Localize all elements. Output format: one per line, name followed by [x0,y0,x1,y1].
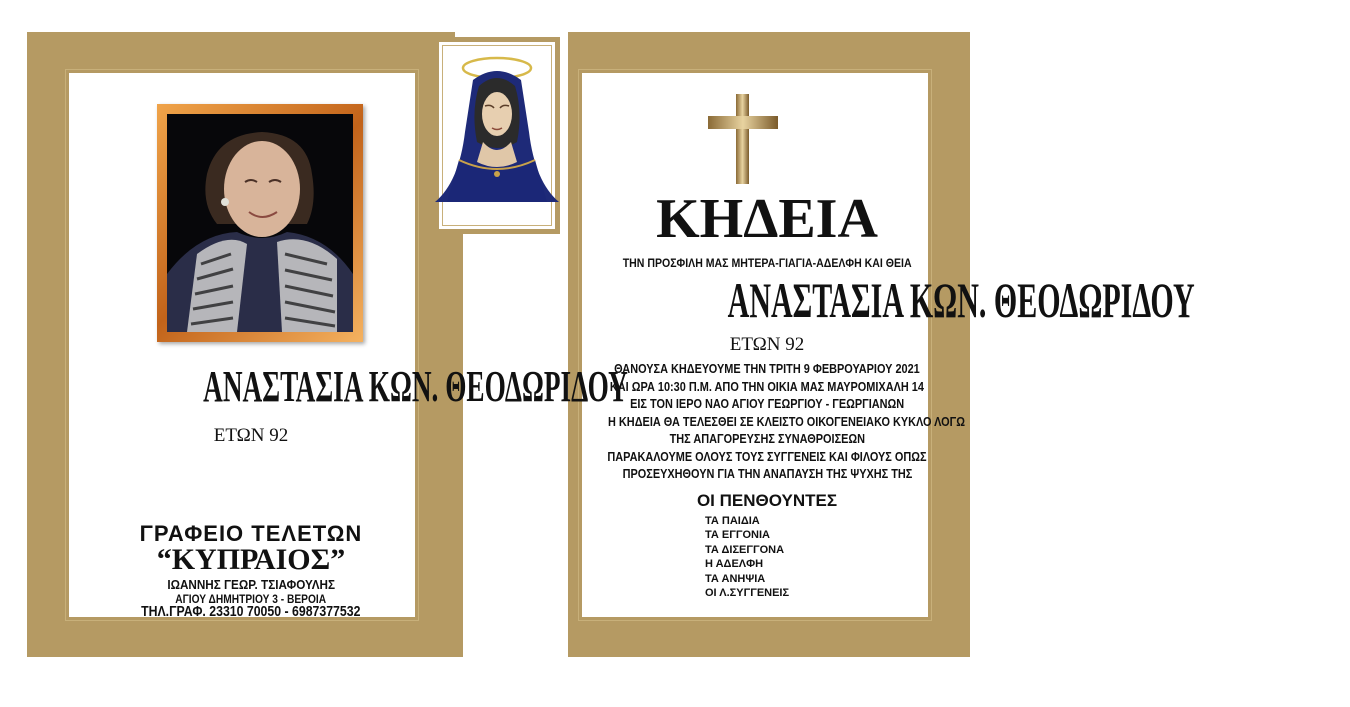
mourner-item: ΤΑ ΔΙΣΕΓΓΟΝΑ [705,543,785,556]
mourners-list [705,514,905,600]
center-icon-frame [434,37,560,234]
center-gap [532,234,540,657]
right-name: ΑΝΑΣΤΑΣΙΑ ΚΩΝ. ΘΕΟΔΩΡΙΔΟΥ [727,272,1195,328]
office-title: ΓΡΑΦΕΙΟ ΤΕΛΕΤΩΝ [139,521,363,546]
intro-line: ΤΗΝ ΠΡΟΣΦΙΛΗ ΜΑΣ ΜΗΤΕΡΑ-ΓΙΑΓΙΑ-ΑΔΕΛΦΗ ΚΑΙ ΘΕΙΑ [622,256,912,270]
portrait-photo [167,114,353,332]
portrait-frame [157,104,363,342]
announcement-line: Η ΚΗΔΕΙΑ ΘΑ ΤΕΛΕΣΘΕΙ ΣΕ ΚΛΕΙΣΤΟ ΟΙΚΟΓΕΝΕΙΑΚΟ ΚΥΚΛΟ ΛΟΓΩ [607,413,965,429]
office-phones: ΤΗΛ.ΓΡΑΦ. 23310 70050 - 6987377532 [141,603,361,620]
right-age: ΕΤΩΝ 92 [729,334,805,355]
left-name: ΑΝΑΣΤΑΣΙΑ ΚΩΝ. ΘΕΟΔΩΡΙΔΟΥ [203,362,628,411]
funeral-heading: ΚΗΔΕΙΑ [656,188,878,250]
mourners-title: ΟΙ ΠΕΝΘΟΥΝΤΕΣ [696,491,838,510]
mourner-item: ΟΙ Λ.ΣΥΓΓΕΝΕΙΣ [705,587,790,600]
mourner-item: ΤΑ ΠΑΙΔΙΑ [705,515,760,527]
office-owner: ΙΩΑΝΝΗΣ ΓΕΩΡ. ΤΣΙΑΦΟΥΛΗΣ [167,577,335,592]
mourner-item: Η ΑΔΕΛΦΗ [705,558,764,571]
announcement-body [574,360,965,483]
madonna-icon [439,42,555,229]
announcement-line: ΠΡΟΣΕΥΧΗΘΟΥΝ ΓΙΑ ΤΗΝ ΑΝΑΠΑΥΣΗ ΤΗΣ ΨΥΧΗΣ ΤΗΣ [622,466,912,481]
office-address: ΑΓΙΟΥ ΔΗΜΗΤΡΙΟΥ 3 - ΒΕΡΟΙΑ [175,592,327,606]
announcement-line: ΚΑΙ ΩΡΑ 10:30 Π.Μ. ΑΠΟ ΤΗΝ ΟΙΚΙΑ ΜΑΣ ΜΑΥΡΟΜΙΧΑΛΗ 14 [609,378,925,394]
announcement-line: ΕΙΣ ΤΟΝ ΙΕΡΟ ΝΑΟ ΑΓΙΟΥ ΓΕΩΡΓΙΟΥ - ΓΕΩΡΓΙΑΝΩΝ [629,396,905,411]
center-strip-left [455,234,463,657]
mourner-item: ΤΑ ΑΝΗΨΙΑ [705,572,766,585]
office-name: “ΚΥΠΡΑΙΟΣ” [156,543,346,576]
cross-icon [708,94,778,184]
announcement-line: ΘΑΝΟΥΣΑ ΚΗΔΕΥΟΥΜΕ ΤΗΝ ΤΡΙΤΗ 9 ΦΕΒΡΟΥΑΡΙΟΥ 2021 [614,361,920,376]
mourner-item: ΤΑ ΕΓΓΟΝΙΑ [705,529,770,542]
portrait-image [167,114,353,332]
announcement-line: ΠΑΡΑΚΑΛΟΥΜΕ ΟΛΟΥΣ ΤΟΥΣ ΣΥΓΓΕΝΕΙΣ ΚΑΙ ΦΙΛΟΥΣ ΟΠΩΣ [607,448,927,464]
announcement-line: ΤΗΣ ΑΠΑΓΟΡΕΥΣΗΣ ΣΥΝΑΘΡΟΙΣΕΩΝ [669,431,865,446]
left-age: ΕΤΩΝ 92 [213,425,289,446]
